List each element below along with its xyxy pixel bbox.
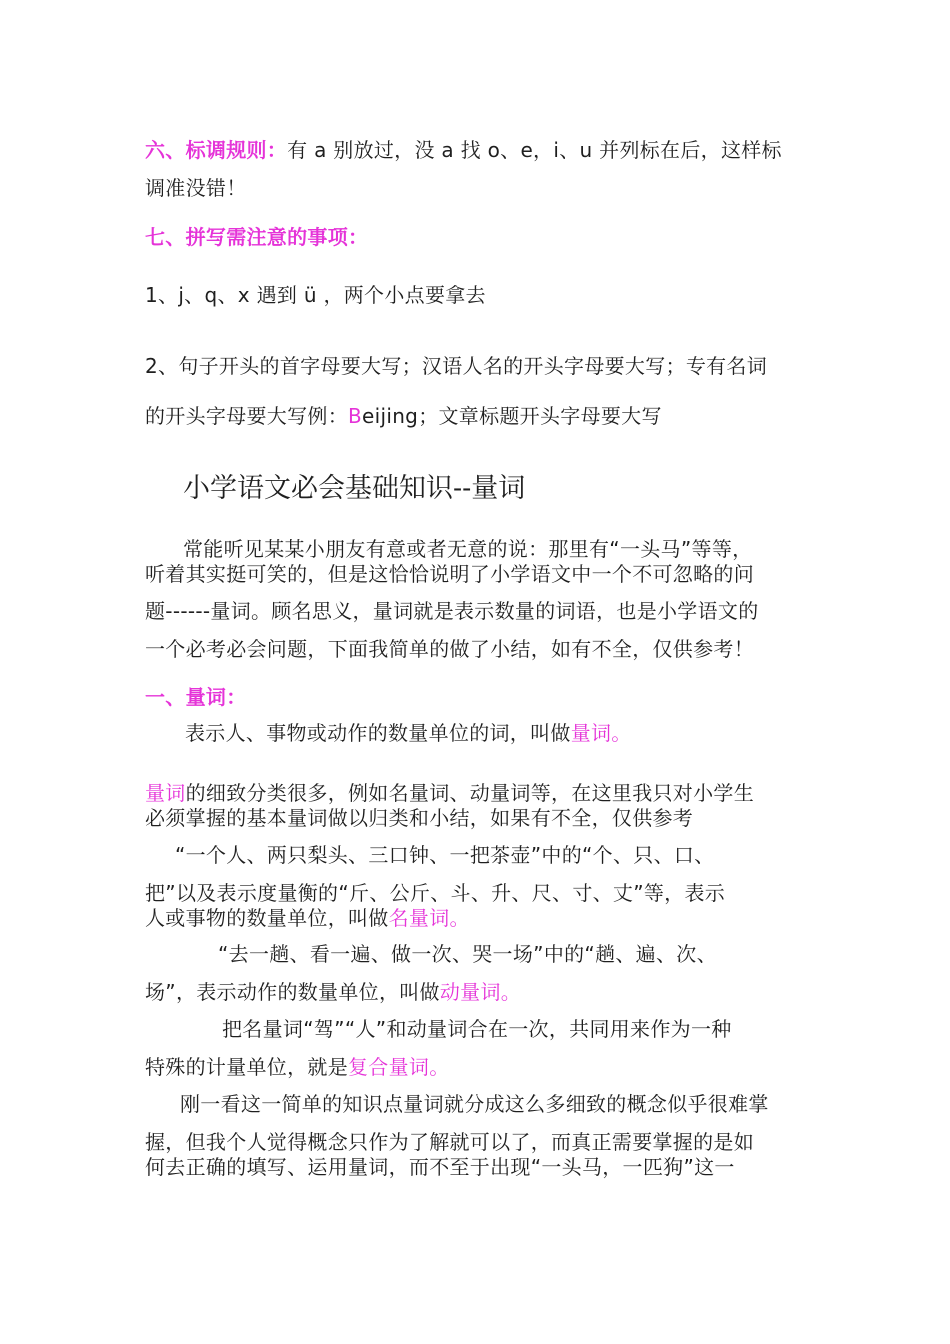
compound-measure-text: 特殊的计量单位，就是	[145, 1055, 348, 1079]
section-6-line-1	[145, 137, 782, 163]
compound-measure-term: 复合量词。	[348, 1055, 450, 1079]
rule-item-2-text: 的开头字母要大写例：	[145, 404, 348, 428]
verb-measure-text: 场”，表示动作的数量单位，叫做	[145, 980, 440, 1004]
rule-item-2-tail: ；文章标题开头字母要大写	[418, 404, 662, 428]
compound-measure-line-2	[145, 1054, 450, 1080]
compound-measure-line-1: 把名量词“驾”“人”和动量词合在一次，共同用来作为一种	[222, 1017, 732, 1041]
noun-measure-line-3	[145, 905, 470, 931]
verb-measure-line-1: “去一趟、看一遍、做一次、哭一场”中的“趟、遍、次、	[218, 942, 717, 966]
intro-line-1: 常能听见某某小朋友有意或者无意的说：那里有“一头马”等等，	[183, 537, 753, 561]
example-rest: eijing	[362, 404, 419, 428]
intro-line-2: 听着其实挺可笑的，但是这恰恰说明了小学语文中一个不可忽略的问	[145, 562, 754, 586]
rule-item-1: 1、j、q、x 遇到 ü ，两个小点要拿去	[145, 283, 486, 307]
definition-term: 量词。	[570, 721, 632, 745]
example-first-letter: B	[348, 404, 363, 428]
noun-measure-term: 名量词。	[388, 906, 470, 930]
verb-measure-line-2	[145, 979, 521, 1005]
classification-term: 量词	[145, 781, 186, 805]
intro-line-4: 一个必考必会问题，下面我简单的做了小结，如有不全，仅供参考！	[145, 637, 754, 661]
classification-text: 的细致分类很多，例如名量词、动量词等，在这里我只对小学生	[185, 781, 755, 805]
section-7-heading: 七、拼写需注意的事项：	[145, 225, 369, 249]
noun-measure-line-1: “一个人、两只梨头、三口钟、一把茶壶”中的“个、只、口、	[175, 843, 715, 867]
intro-line-3: 题------量词。顾名思义，量词就是表示数量的词语，也是小学语文的	[145, 599, 759, 623]
closing-line-2: 握，但我个人觉得概念只作为了解就可以了，而真正需要掌握的是如	[145, 1130, 754, 1154]
definition-line	[185, 720, 632, 746]
noun-measure-line-2: 把”以及表示度量衡的“斤、公斤、斗、升、尺、寸、丈”等，表示	[145, 881, 726, 905]
noun-measure-text: 人或事物的数量单位，叫做	[145, 906, 389, 930]
article-title: 小学语文必会基础知识--量词	[183, 473, 526, 504]
section-6-heading: 六、标调规则：	[145, 138, 288, 162]
rule-item-2-line-2	[145, 403, 662, 429]
classification-line-1	[145, 780, 754, 806]
closing-line-1: 刚一看这一简单的知识点量词就分成这么多细致的概念似乎很难掌	[180, 1092, 769, 1116]
closing-line-3: 何去正确的填写、运用量词，而不至于出现“一头马，一匹狗”这一	[145, 1155, 735, 1179]
definition-text: 表示人、事物或动作的数量单位的词，叫做	[185, 721, 571, 745]
section-6-line-2: 调准没错！	[145, 176, 247, 200]
rule-item-2-line-1: 2、句子开头的首字母要大写；汉语人名的开头字母要大写；专有名词	[145, 354, 768, 378]
classification-line-2: 必须掌握的基本量词做以归类和小结，如果有不全，仅供参考	[145, 806, 694, 830]
section-1-heading: 一、量词：	[145, 685, 247, 709]
verb-measure-term: 动量词。	[439, 980, 522, 1004]
section-6-text: 有 a 别放过，没 a 找 o、e，i、u 并列标在后，这样标	[287, 138, 782, 162]
